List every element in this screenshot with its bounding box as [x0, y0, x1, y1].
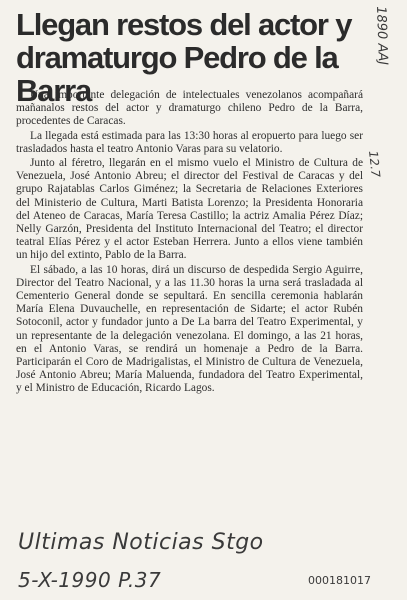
article-body [16, 89, 363, 396]
archive-code: 000181017 [308, 574, 371, 587]
handwritten-margin-note: 1890 AAJ [373, 6, 391, 66]
handwritten-source: Ultimas Noticias Stgo [18, 530, 264, 555]
handwritten-date: 5-X-1990 P.37 [18, 568, 162, 592]
article-paragraph-1: Una importante delegación de intelectuales venezolanos acompañará mañanalos restos del actor y dramaturgo chileno Pedro de la Barra, procedentes de Caracas. [16, 89, 363, 128]
article-paragraph-3: Junto al féretro, llegarán en el mismo vuelo el Ministro de Cultura de Venezuela, José Antonio Abreu; el director del Festival de Caracas y del grupo Rajatablas Carlos Giménez; la Secretaria de Relaciones Exteriores del Ministerio de Cultura, Marti Batista Lorenzo; la Presidenta Honoraria del Ateneo de Caracas, María Teresa Castillo; la actriz Amalia Pérez Díaz; Nelly Garzón, Presidenta del Instituto Internacional del Teatro; el director teatral Elías Pérez y el actor Esteban Herrera. Junto a ellos viene también un hijo del extinto, Pablo de la Barra. [16, 157, 363, 262]
headline: Llegan restos del actor y dramaturgo Pedro de la Barra [16, 7, 352, 108]
article-paragraph-4: El sábado, a las 10 horas, dirá un discurso de despedida Sergio Aguirre, Director del Teatro Nacional, y a las 11.30 horas la urna será trasladada al Cementerio General donde se sepultará. En sencilla ceremonia hablarán María Elena Duvauchelle, en representación de Sidarte; el actor Rubén Sotoconil, actor y fundador junto a De La barra del Teatro Experimental, y un representante de la delegación venezolana. El domingo, a las 21 horas, en el Antonio Varas, se rendirá un homenaje a Pedro de la Barra. Participarán el Coro de Madrigalistas, el Ministro de Cultura de Venezuela, José Antonio Abreu; María Maluenda, fundadora del Teatro Experimental, y el Ministro de Educación, Ricardo Lagos. [16, 263, 363, 395]
article-paragraph-2: La llegada está estimada para las 13:30 horas al eropuerto para luego ser trasladados hasta el teatro Antonio Varas para su velatorio. [16, 129, 363, 155]
handwritten-side-note: 12.7 [366, 150, 383, 179]
